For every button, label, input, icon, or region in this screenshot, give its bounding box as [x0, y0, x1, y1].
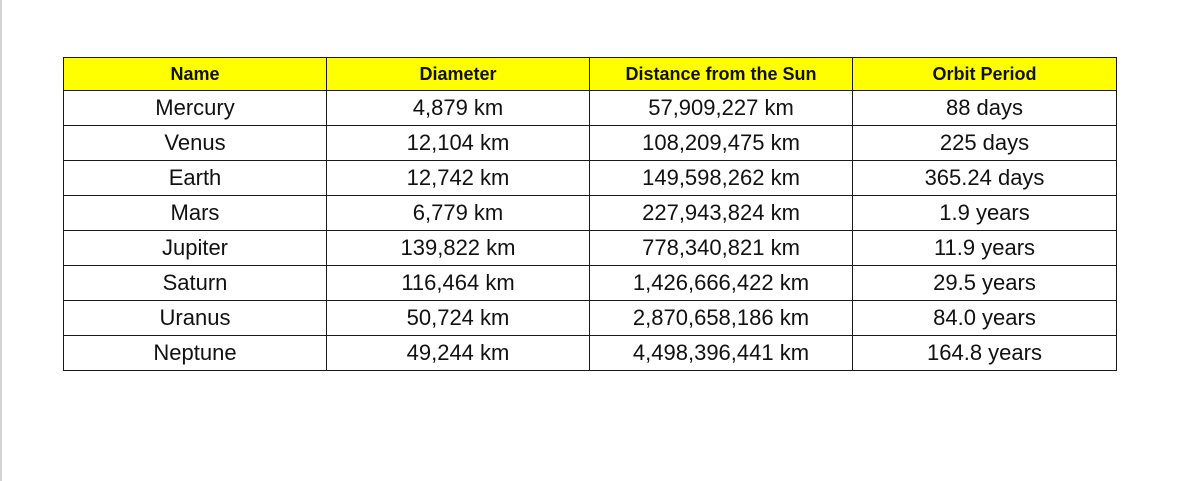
cell-distance: 227,943,824 km	[590, 196, 853, 231]
cell-orbit-period: 365.24 days	[853, 161, 1117, 196]
table-row	[64, 196, 1117, 231]
cell-diameter: 4,879 km	[327, 91, 590, 126]
cell-distance: 1,426,666,422 km	[590, 266, 853, 301]
cell-diameter: 12,742 km	[327, 161, 590, 196]
cell-diameter: 50,724 km	[327, 301, 590, 336]
table-row	[64, 231, 1117, 266]
cell-name: Uranus	[64, 301, 327, 336]
cell-orbit-period: 164.8 years	[853, 336, 1117, 371]
column-header-distance: Distance from the Sun	[590, 58, 853, 91]
cell-name: Jupiter	[64, 231, 327, 266]
cell-name: Saturn	[64, 266, 327, 301]
cell-distance: 57,909,227 km	[590, 91, 853, 126]
cell-orbit-period: 1.9 years	[853, 196, 1117, 231]
table-row	[64, 301, 1117, 336]
cell-distance: 149,598,262 km	[590, 161, 853, 196]
table-row	[64, 126, 1117, 161]
cell-orbit-period: 225 days	[853, 126, 1117, 161]
cell-orbit-period: 11.9 years	[853, 231, 1117, 266]
cell-distance: 2,870,658,186 km	[590, 301, 853, 336]
column-header-name: Name	[64, 58, 327, 91]
planets-table	[63, 57, 1117, 371]
column-header-diameter: Diameter	[327, 58, 590, 91]
document-page	[2, 0, 1200, 481]
cell-name: Neptune	[64, 336, 327, 371]
cell-distance: 778,340,821 km	[590, 231, 853, 266]
table-row	[64, 161, 1117, 196]
cell-diameter: 139,822 km	[327, 231, 590, 266]
cell-name: Earth	[64, 161, 327, 196]
cell-diameter: 6,779 km	[327, 196, 590, 231]
table-row	[64, 91, 1117, 126]
cell-orbit-period: 29.5 years	[853, 266, 1117, 301]
cell-diameter: 49,244 km	[327, 336, 590, 371]
cell-distance: 108,209,475 km	[590, 126, 853, 161]
cell-distance: 4,498,396,441 km	[590, 336, 853, 371]
cell-name: Mercury	[64, 91, 327, 126]
cell-name: Venus	[64, 126, 327, 161]
cell-orbit-period: 88 days	[853, 91, 1117, 126]
table-row	[64, 336, 1117, 371]
cell-diameter: 116,464 km	[327, 266, 590, 301]
column-header-orbit-period: Orbit Period	[853, 58, 1117, 91]
table-header-row	[64, 58, 1117, 91]
cell-orbit-period: 84.0 years	[853, 301, 1117, 336]
cell-diameter: 12,104 km	[327, 126, 590, 161]
table-row	[64, 266, 1117, 301]
cell-name: Mars	[64, 196, 327, 231]
